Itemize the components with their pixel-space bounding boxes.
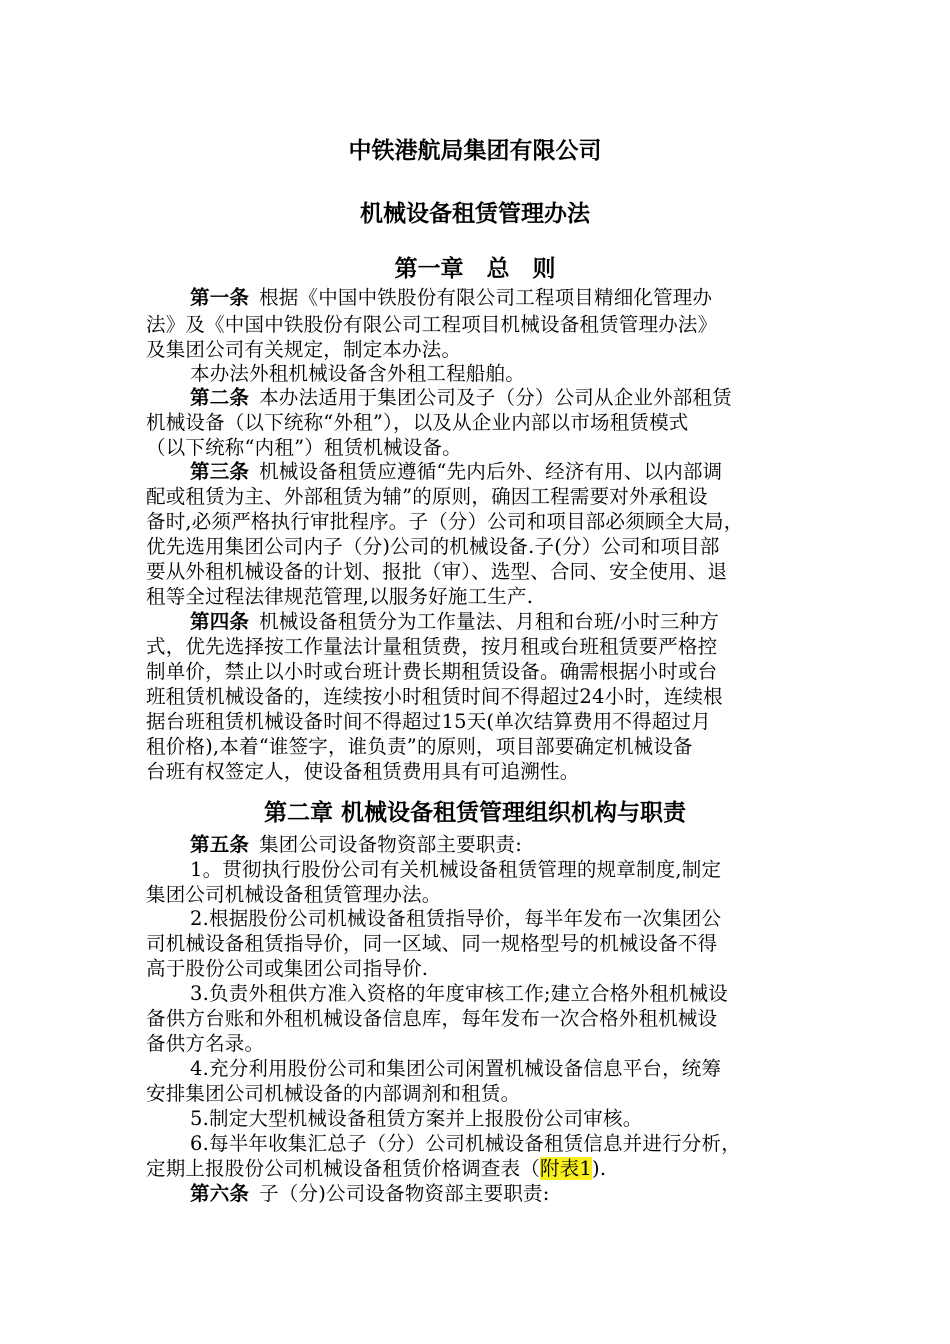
article-5-item-5-line: 5.制定大型机械设备租赁方案并上报股份公司审核。 bbox=[190, 1107, 643, 1130]
article-2-line: （以下统称“内租”）租赁机械设备。 bbox=[146, 436, 462, 459]
chapter-1-title: 第一章 总 则 bbox=[394, 256, 556, 282]
article-1-line bbox=[190, 285, 814, 310]
document-title: 机械设备租赁管理办法 bbox=[360, 201, 590, 227]
article-5-item-2-line: 高于股份公司或集团公司指导价. bbox=[146, 957, 429, 980]
appendix-1-highlight: 附表1 bbox=[540, 1157, 593, 1180]
article-3-line: 备时,必须严格执行审批程序。子（分）公司和项目部必须顾全大局， bbox=[146, 510, 744, 533]
company-title: 中铁港航局集团有限公司 bbox=[348, 138, 602, 164]
article-3-line bbox=[190, 459, 814, 484]
article-1-note: 本办法外租机械设备含外租工程船舶。 bbox=[190, 362, 525, 385]
article-3-line: 租等全过程法律规范管理,以服务好施工生产. bbox=[146, 585, 534, 608]
article-3-line: 要从外租机械设备的计划、报批（审）、选型、合同、安全使用、退 bbox=[146, 560, 728, 583]
article-5-item-6-prefix: 定期上报股份公司机械设备租赁价格调查表（ bbox=[146, 1157, 541, 1180]
article-2-line bbox=[190, 385, 814, 410]
article-5-item-1-line: 集团公司机械设备租赁管理办法。 bbox=[146, 883, 442, 906]
article-1-line: 及集团公司有关规定，制定本办法。 bbox=[146, 338, 462, 361]
article-5-line bbox=[190, 832, 814, 857]
article-4-line bbox=[190, 609, 814, 634]
article-4-line: 台班有权签定人，使设备租赁费用具有可追溯性。 bbox=[146, 760, 580, 783]
article-3-line: 优先选用集团公司内子（分)公司的机械设备.子(分）公司和项目部 bbox=[146, 535, 720, 558]
article-6-label: 第六条 bbox=[190, 1182, 250, 1205]
article-4-text: 机械设备租赁分为工作量法、月租和台班/小时三种方 bbox=[259, 610, 719, 633]
article-6-text: 子（分)公司设备物资部主要职责: bbox=[259, 1182, 550, 1205]
article-1-line: 法》及《中国中铁股份有限公司工程项目机械设备租赁管理办法》 bbox=[146, 313, 718, 336]
article-5-item-6-last-line bbox=[146, 1156, 814, 1181]
article-1-label: 第一条 bbox=[190, 286, 250, 309]
article-6-line bbox=[190, 1181, 814, 1206]
article-5-item-3-line: 备供方名录。 bbox=[146, 1032, 265, 1055]
article-1-text: 根据《中国中铁股份有限公司工程项目精细化管理办 bbox=[259, 286, 713, 309]
article-2-line: 机械设备（以下统称“外租”），以及从企业内部以市场租赁模式 bbox=[146, 411, 689, 434]
chapter-2-title: 第二章 机械设备租赁管理组织机构与职责 bbox=[263, 800, 686, 826]
article-4-line: 据台班租赁机械设备时间不得超过15天(单次结算费用不得超过月 bbox=[146, 710, 711, 733]
article-5-item-6-line: 6.每半年收集汇总子（分）公司机械设备租赁信息并进行分析， bbox=[190, 1132, 741, 1155]
article-5-item-1-line: 1。贯彻执行股份公司有关机械设备租赁管理的规章制度,制定 bbox=[190, 858, 722, 881]
article-3-text: 机械设备租赁应遵循“先内后外、经济有用、以内部调 bbox=[259, 460, 723, 483]
article-4-line: 式，优先选择按工作量法计量租赁费，按月租或台班租赁要严格控 bbox=[146, 635, 718, 658]
article-5-text: 集团公司设备物资部主要职责: bbox=[259, 833, 522, 856]
article-5-item-2-line: 2.根据股份公司机械设备租赁指导价，每半年发布一次集团公 bbox=[190, 907, 722, 930]
article-2-label: 第二条 bbox=[190, 386, 250, 409]
article-3-line: 配或租赁为主、外部租赁为辅”的原则，确因工程需要对外承租设 bbox=[146, 485, 708, 508]
article-5-item-6-suffix: ). bbox=[592, 1157, 607, 1180]
article-2-text: 本办法适用于集团公司及子（分）公司从企业外部租赁 bbox=[259, 386, 732, 409]
article-5-item-2-line: 司机械设备租赁指导价，同一区域、同一规格型号的机械设备不得 bbox=[146, 932, 718, 955]
article-5-item-4-line: 4.充分利用股份公司和集团公司闲置机械设备信息平台，统筹 bbox=[190, 1057, 722, 1080]
article-5-item-3-line: 3.负责外租供方准入资格的年度审核工作;建立合格外租机械设 bbox=[190, 982, 728, 1005]
article-4-label: 第四条 bbox=[190, 610, 250, 633]
article-4-line: 班租赁机械设备的，连续按小时租赁时间不得超过24小时，连续根 bbox=[146, 685, 723, 708]
article-4-line: 租价格),本着“谁签字，谁负责”的原则，项目部要确定机械设备 bbox=[146, 735, 693, 758]
article-5-label: 第五条 bbox=[190, 833, 250, 856]
article-5-item-4-line: 安排集团公司机械设备的内部调剂和租赁。 bbox=[146, 1082, 521, 1105]
article-4-line: 制单价，禁止以小时或台班计费长期租赁设备。确需根据小时或台 bbox=[146, 660, 718, 683]
article-3-label: 第三条 bbox=[190, 460, 250, 483]
article-5-item-3-line: 备供方台账和外租机械设备信息库，每年发布一次合格外租机械设 bbox=[146, 1007, 718, 1030]
